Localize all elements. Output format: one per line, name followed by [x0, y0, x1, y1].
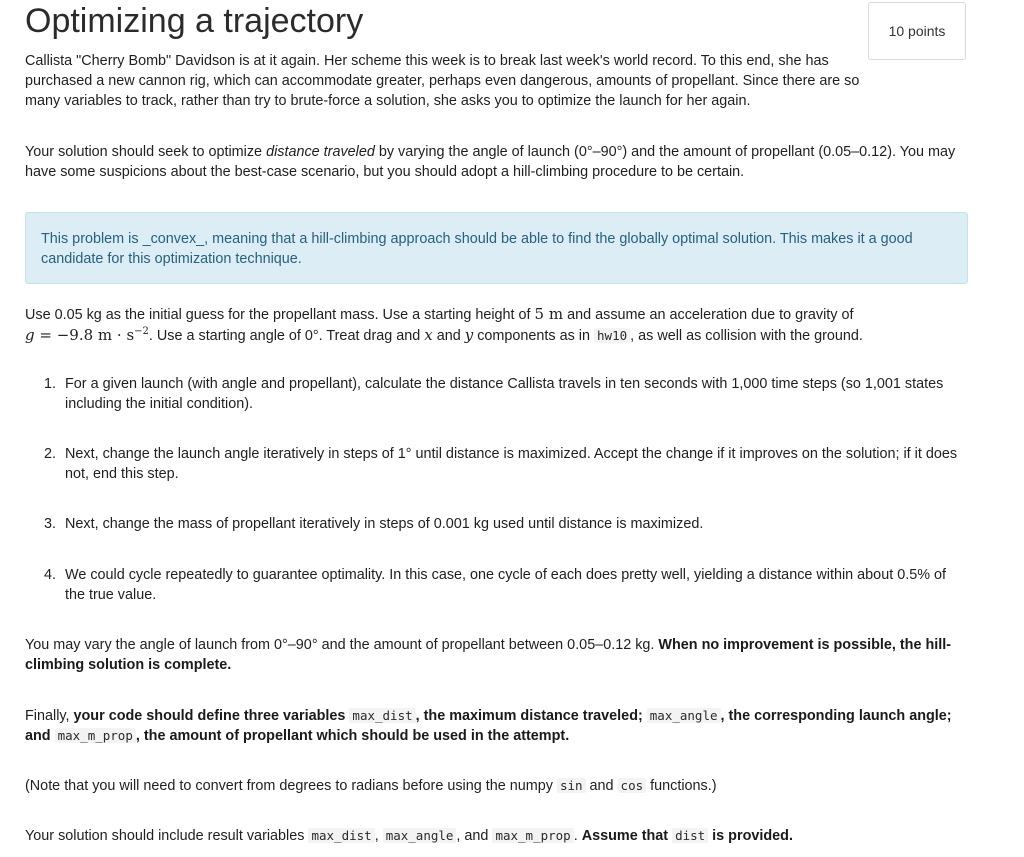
max-angle-code: max_angle [647, 708, 721, 723]
setup-text-1: Use 0.05 kg as the initial guess for the propellant mass. Use a starting height of [25, 307, 535, 323]
y-symbol: y [464, 326, 474, 344]
note-text-2: and [585, 778, 618, 794]
gravity-symbol: g [25, 326, 35, 344]
cos-code: cos [618, 778, 647, 793]
range-bold: When no improvement is possible, the hill-climbing solution is complete. [25, 637, 952, 673]
max-dist-code: max_dist [349, 708, 415, 723]
variables-bold-2: , the maximum distance traveled; [415, 708, 647, 724]
range-text: You may vary the angle of launch from 0°–90° and the amount of propellant between 0.05–0.12 kg. [25, 637, 659, 653]
note-text-3: functions.) [646, 778, 717, 794]
variables-paragraph [25, 706, 970, 746]
intro-paragraph: Callista "Cherry Bomb" Davidson is at it again. Her scheme this week is to break last week's world record. To this end, she has purchased a new cannon rig, which can accommodate greater, perhaps even dangerous, amounts of propellant. Since there are so many variables to track, rather than try to brute-force a solution, she asks you to optimize the launch for her again. [25, 53, 860, 109]
result-text-3: , and [456, 828, 493, 844]
max-dist-code: max_dist [308, 828, 374, 843]
max-m-prop-code: max_m_prop [492, 828, 573, 843]
setup-text-2: and assume an acceleration due to gravity of [563, 307, 854, 323]
setup-text-6: , as well as collision with the ground. [630, 328, 863, 344]
list-item-number: 3. [44, 516, 57, 532]
note-text-1: (Note that you will need to convert from degrees to radians before using the numpy [25, 778, 557, 794]
gravity-dot: · [112, 326, 127, 344]
gravity-unit-s: s [126, 326, 135, 344]
range-paragraph [25, 635, 970, 675]
height-math [535, 305, 564, 323]
max-angle-code: max_angle [383, 828, 457, 843]
list-item-number: 2. [44, 446, 57, 462]
list-item-text: We could cycle repeatedly to guarantee optimality. In this case, one cycle of each does pretty well, yielding a distance within about 0.5% of the true value. [65, 567, 946, 603]
points-badge: 10 points [868, 2, 966, 60]
list-item-text: Next, change the launch angle iteratively in steps of 1° until distance is maximized. Accept the change if it improves on the solution; if it does not, end this step. [65, 446, 958, 482]
setup-text-3: . Use a starting angle of 0°. Treat drag and [148, 328, 425, 344]
variables-bold-4: , the amount of propellant which should be used in the attempt. [135, 728, 570, 744]
gravity-exponent: −2 [134, 326, 149, 337]
height-unit: m [548, 305, 564, 323]
list-item [44, 565, 966, 605]
objective-emphasis: distance traveled [266, 144, 375, 160]
list-item-text: Next, change the mass of propellant iteratively in steps of 0.001 kg used until distance is maximized. [65, 516, 704, 532]
result-text-2: , [374, 828, 383, 844]
note-paragraph [25, 776, 970, 796]
max-m-prop-code: max_m_prop [55, 728, 136, 743]
setup-text-5: components as in [473, 328, 595, 344]
list-item [44, 444, 966, 484]
height-value: 5 [534, 305, 545, 323]
objective-text-2: by varying the angle of launch (0°–90°) and the amount of propellant (0.05–0.12). You may have some suspicions about the best-case scenario, but you should adopt a hill-climbing procedure to be certain. [25, 144, 956, 180]
result-bold-1: Assume that [581, 828, 673, 844]
variables-bold-1: your code should define three variables [73, 708, 350, 724]
variables-bold-3: , the corresponding launch angle; and [25, 708, 952, 744]
gravity-equals: = −9.8 [34, 326, 98, 344]
info-callout: This problem is _convex_, meaning that a hill-climbing approach should be able to find the globally optimal solution. This makes it a good candidate for this optimization technique. [25, 212, 968, 284]
list-item-number: 4. [44, 567, 57, 583]
result-text-1: Your solution should include result variables [25, 828, 309, 844]
hw10-code: hw10 [594, 328, 630, 343]
page-title: Optimizing a trajectory [25, 2, 364, 40]
x-symbol: x [424, 326, 433, 344]
setup-text-4: and [432, 328, 465, 344]
variables-text-1: Finally, [25, 708, 74, 724]
sin-code: sin [557, 778, 586, 793]
objective-text-1: Your solution should seek to optimize [25, 144, 267, 160]
objective-paragraph [25, 142, 970, 182]
list-item-text: For a given launch (with angle and propellant), calculate the distance Callista travels in ten seconds with 1,000 time steps (so 1,001 states including the initial condition). [65, 376, 944, 412]
list-item [44, 514, 966, 534]
setup-paragraph [25, 304, 970, 346]
result-bold-2: is provided. [708, 828, 793, 844]
gravity-unit-m: m [97, 326, 113, 344]
gravity-math [25, 326, 149, 344]
dist-code: dist [672, 828, 708, 843]
result-text-4: . [573, 828, 582, 844]
list-item-number: 1. [44, 376, 57, 392]
list-item [44, 374, 966, 414]
result-paragraph [25, 826, 970, 846]
